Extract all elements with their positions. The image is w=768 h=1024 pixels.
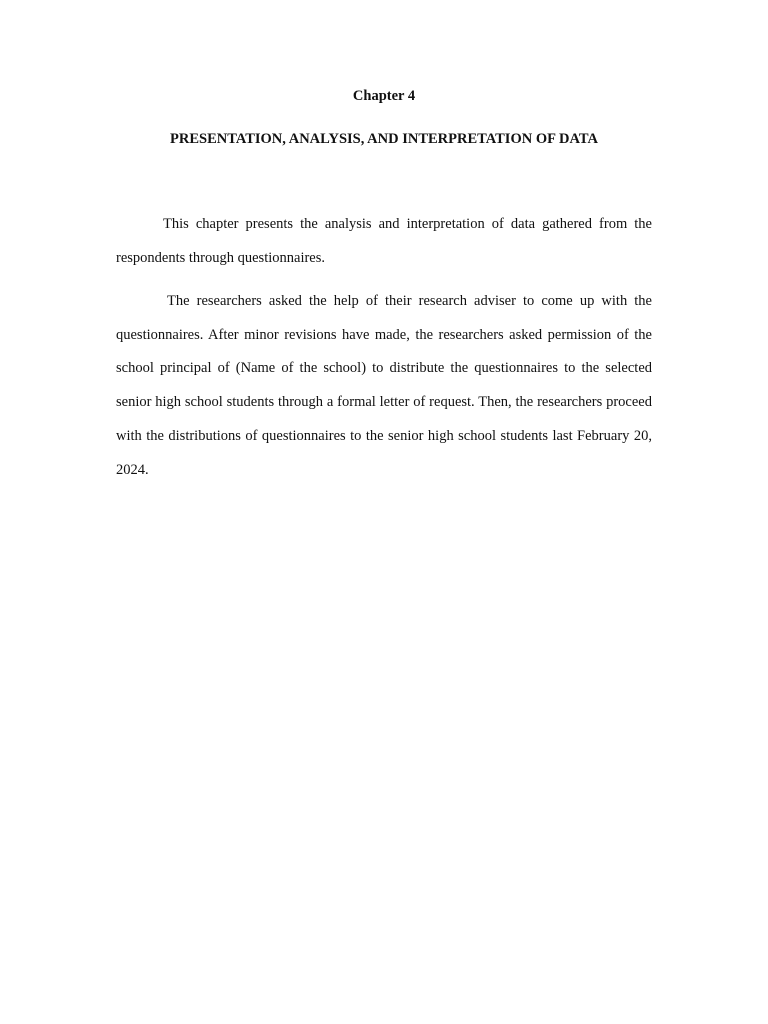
chapter-label: Chapter 4 [352, 88, 416, 104]
chapter-title: PRESENTATION, ANALYSIS, AND INTERPRETATION OF DATA [170, 131, 598, 147]
body-paragraph-intro: This chapter presents the analysis and interpretation of data gathered from the respondents through questionnaires. [116, 216, 652, 266]
body-paragraph-procedure: The researchers asked the help of their research adviser to come up with the questionnaires. After minor revisions have made, the researchers asked permission of the school principal of (Name of the school) to distribute the questionnaires to the selected senior high school students through a formal letter of request. Then, the researchers proceed with the distributions of questionnaires to the senior high school students last February 20, 2024. [116, 293, 652, 478]
